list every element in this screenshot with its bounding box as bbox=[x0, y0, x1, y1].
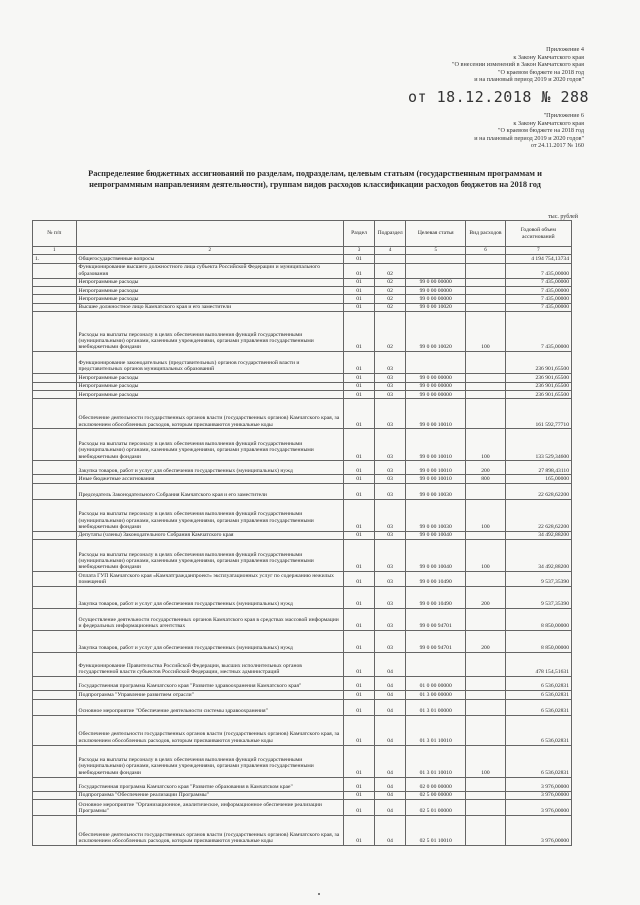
row-amount: 236 901,65500 bbox=[505, 382, 571, 390]
row-section: 01 bbox=[343, 287, 374, 295]
col-header-num: № п/п bbox=[33, 221, 77, 247]
row-subsection: 03 bbox=[375, 429, 406, 461]
row-amount: 34 492,88200 bbox=[505, 531, 571, 539]
amend-line: Приложение 4 bbox=[546, 46, 584, 53]
row-amount: 3 976,00000 bbox=[505, 815, 571, 845]
row-name: Депутаты (члены) Законодательного Собрания Камчатского края bbox=[76, 531, 343, 539]
row-name: Основное мероприятие "Обеспечение деятельности системы здравоохранения" bbox=[76, 699, 343, 715]
table-row bbox=[33, 461, 572, 475]
row-name: Расходы на выплаты персоналу в целях обеспечения выполнения функций государственными (муниципальными) органами, казенными учреждениями, органами управления государственными внебюджетными фондами bbox=[76, 429, 343, 461]
table-row bbox=[33, 255, 572, 263]
row-number bbox=[33, 691, 77, 699]
row-name: Функционирование законодательных (представительных) органов государственной власти и представительных органов муниципальных образований bbox=[76, 352, 343, 374]
row-number bbox=[33, 799, 77, 815]
table-body bbox=[33, 255, 572, 846]
row-name: Непрограммные расходы bbox=[76, 391, 343, 399]
row-target-article: 99 0 00 00000 bbox=[406, 391, 466, 399]
row-amount: 236 901,65500 bbox=[505, 374, 571, 382]
orig-line: от 24.11.2017 № 160 bbox=[530, 142, 584, 150]
row-target-article: 99 0 00 00000 bbox=[406, 374, 466, 382]
table-header-row bbox=[33, 221, 572, 247]
row-subsection: 03 bbox=[375, 572, 406, 587]
orig-line: и на плановый период 2019 и 2020 годов" bbox=[474, 134, 584, 142]
row-expense-type bbox=[466, 715, 505, 745]
row-amount: 22 628,62200 bbox=[505, 499, 571, 531]
row-section: 01 bbox=[343, 745, 374, 777]
row-expense-type bbox=[466, 653, 505, 677]
row-expense-type bbox=[466, 399, 505, 429]
row-name: Функционирование высшего должностного лица субъекта Российской Федерации и муниципального образования bbox=[76, 263, 343, 278]
row-number bbox=[33, 263, 77, 278]
table-row bbox=[33, 587, 572, 609]
row-section: 01 bbox=[343, 587, 374, 609]
row-target-article bbox=[406, 352, 466, 374]
row-name: Функционирование Правительства Российской Федерации, высших исполнительных органов государственной власти субъектов Российской Федерации, местных администраций bbox=[76, 653, 343, 677]
row-subsection: 03 bbox=[375, 374, 406, 382]
row-name: Непрограммные расходы bbox=[76, 382, 343, 390]
row-name: Расходы на выплаты персоналу в целях обеспечения выполнения функций государственными (муниципальными) органами, казенными учреждениями, органами управления государственными внебюджетными фондами bbox=[76, 499, 343, 531]
row-expense-type bbox=[466, 531, 505, 539]
row-amount: 9 537,35390 bbox=[505, 587, 571, 609]
row-expense-type: 100 bbox=[466, 540, 505, 572]
row-section: 01 bbox=[343, 312, 374, 352]
row-target-article: 01 3 01 00000 bbox=[406, 699, 466, 715]
row-subsection: 04 bbox=[375, 715, 406, 745]
table-row bbox=[33, 540, 572, 572]
row-number bbox=[33, 312, 77, 352]
row-subsection: 03 bbox=[375, 540, 406, 572]
row-number bbox=[33, 391, 77, 399]
row-name: Закупка товаров, работ и услуг для обеспечения государственных (муниципальных) нужд bbox=[76, 461, 343, 475]
table-row bbox=[33, 653, 572, 677]
row-subsection: 04 bbox=[375, 691, 406, 699]
row-target-article: 99 0 00 10040 bbox=[406, 531, 466, 539]
table-row bbox=[33, 483, 572, 499]
row-target-article: 99 0 00 94701 bbox=[406, 609, 466, 631]
row-amount: 7 435,00000 bbox=[505, 312, 571, 352]
col-index-7: 7 bbox=[505, 247, 571, 255]
row-name: Обеспечение деятельности государственных органов власти (государственных органов) Камчатского края, за исключением обособленных расходов, которым присваиваются уникальные коды bbox=[76, 399, 343, 429]
row-subsection: 02 bbox=[375, 263, 406, 278]
table-row bbox=[33, 303, 572, 311]
row-expense-type bbox=[466, 352, 505, 374]
row-amount: 3 976,00000 bbox=[505, 791, 571, 799]
row-section: 01 bbox=[343, 475, 374, 483]
row-amount: 3 976,00000 bbox=[505, 777, 571, 791]
row-expense-type bbox=[466, 303, 505, 311]
row-expense-type bbox=[466, 382, 505, 390]
row-name: Оплата ГУП Камчатского края «Камчатгражданпроект» эксплуатационных услуг по содержанию нежилых помещений bbox=[76, 572, 343, 587]
row-name: Непрограммные расходы bbox=[76, 374, 343, 382]
row-section: 01 bbox=[343, 540, 374, 572]
row-subsection: 04 bbox=[375, 677, 406, 691]
row-number bbox=[33, 475, 77, 483]
table-row bbox=[33, 374, 572, 382]
row-subsection: 04 bbox=[375, 699, 406, 715]
row-number bbox=[33, 461, 77, 475]
row-subsection: 03 bbox=[375, 609, 406, 631]
row-name: Непрограммные расходы bbox=[76, 278, 343, 286]
row-section: 01 bbox=[343, 255, 374, 263]
row-amount: 161 592,77710 bbox=[505, 399, 571, 429]
row-target-article: 99 0 00 10020 bbox=[406, 303, 466, 311]
appendix-header-amendment bbox=[324, 46, 584, 84]
table-row bbox=[33, 399, 572, 429]
row-name: Подпрограмма "Обеспечение реализации Программы" bbox=[76, 791, 343, 799]
table-row bbox=[33, 691, 572, 699]
row-amount: 236 901,65500 bbox=[505, 352, 571, 374]
row-section: 01 bbox=[343, 295, 374, 303]
row-section: 01 bbox=[343, 691, 374, 699]
scan-dot bbox=[318, 893, 320, 895]
row-number bbox=[33, 777, 77, 791]
row-subsection: 03 bbox=[375, 499, 406, 531]
row-target-article: 99 0 00 10040 bbox=[406, 540, 466, 572]
row-target-article bbox=[406, 653, 466, 677]
row-target-article: 99 0 00 10010 bbox=[406, 399, 466, 429]
row-expense-type bbox=[466, 295, 505, 303]
amend-line: и на плановый период 2019 и 2020 годов" bbox=[474, 76, 584, 84]
table-row bbox=[33, 531, 572, 539]
row-target-article: 99 0 00 10490 bbox=[406, 587, 466, 609]
row-number bbox=[33, 278, 77, 286]
row-expense-type bbox=[466, 699, 505, 715]
row-subsection: 03 bbox=[375, 399, 406, 429]
row-amount: 6 536,02831 bbox=[505, 699, 571, 715]
row-target-article: 99 0 00 10490 bbox=[406, 572, 466, 587]
row-section: 01 bbox=[343, 699, 374, 715]
row-section: 01 bbox=[343, 461, 374, 475]
row-subsection: 04 bbox=[375, 799, 406, 815]
row-amount: 165,00000 bbox=[505, 475, 571, 483]
row-target-article: 02 0 00 00000 bbox=[406, 777, 466, 791]
row-target-article: 02 5 01 00000 bbox=[406, 799, 466, 815]
row-number bbox=[33, 303, 77, 311]
row-subsection: 02 bbox=[375, 295, 406, 303]
table-row bbox=[33, 777, 572, 791]
row-target-article: 02 5 00 00000 bbox=[406, 791, 466, 799]
table-row bbox=[33, 429, 572, 461]
row-name: Подпрограмма "Управление развитием отрасли" bbox=[76, 691, 343, 699]
col-index-2: 2 bbox=[76, 247, 343, 255]
row-name: Расходы на выплаты персоналу в целях обеспечения выполнения функций государственными (муниципальными) органами, казенными учреждениями, органами управления государственными внебюджетными фондами bbox=[76, 312, 343, 352]
row-subsection: 04 bbox=[375, 777, 406, 791]
table-row bbox=[33, 312, 572, 352]
row-target-article: 01 3 01 10010 bbox=[406, 715, 466, 745]
row-target-article: 99 0 00 10030 bbox=[406, 483, 466, 499]
row-section: 01 bbox=[343, 715, 374, 745]
row-subsection: 03 bbox=[375, 531, 406, 539]
row-name: Расходы на выплаты персоналу в целях обеспечения выполнения функций государственными (муниципальными) органами, казенными учреждениями, органами управления государственными внебюджетными фондами bbox=[76, 540, 343, 572]
row-section: 01 bbox=[343, 429, 374, 461]
row-amount: 6 536,02831 bbox=[505, 745, 571, 777]
row-section: 01 bbox=[343, 815, 374, 845]
row-amount: 27 898,43110 bbox=[505, 461, 571, 475]
row-expense-type: 100 bbox=[466, 312, 505, 352]
row-number bbox=[33, 499, 77, 531]
row-target-article: 01 3 01 10010 bbox=[406, 745, 466, 777]
row-amount: 7 435,00000 bbox=[505, 287, 571, 295]
table-row bbox=[33, 287, 572, 295]
table-row bbox=[33, 791, 572, 799]
row-number bbox=[33, 572, 77, 587]
row-amount: 9 537,35390 bbox=[505, 572, 571, 587]
row-section: 01 bbox=[343, 483, 374, 499]
row-number: 1. bbox=[33, 255, 77, 263]
row-amount: 6 536,02831 bbox=[505, 691, 571, 699]
row-target-article: 99 0 00 10010 bbox=[406, 429, 466, 461]
row-name: Закупка товаров, работ и услуг для обеспечения государственных (муниципальных) нужд bbox=[76, 631, 343, 653]
row-expense-type bbox=[466, 791, 505, 799]
row-amount: 34 492,88200 bbox=[505, 540, 571, 572]
table-row bbox=[33, 799, 572, 815]
row-number bbox=[33, 815, 77, 845]
row-section: 01 bbox=[343, 677, 374, 691]
row-amount: 7 435,00000 bbox=[505, 278, 571, 286]
row-subsection: 03 bbox=[375, 475, 406, 483]
row-amount: 133 529,34600 bbox=[505, 429, 571, 461]
table-row bbox=[33, 677, 572, 691]
row-target-article: 99 0 00 00000 bbox=[406, 295, 466, 303]
row-number bbox=[33, 653, 77, 677]
row-expense-type bbox=[466, 677, 505, 691]
col-index-6: 6 bbox=[466, 247, 505, 255]
table-row bbox=[33, 499, 572, 531]
row-expense-type bbox=[466, 374, 505, 382]
row-subsection: 02 bbox=[375, 303, 406, 311]
row-expense-type bbox=[466, 815, 505, 845]
row-number bbox=[33, 791, 77, 799]
row-target-article: 99 0 00 10010 bbox=[406, 461, 466, 475]
col-index-3: 3 bbox=[343, 247, 374, 255]
row-subsection: 03 bbox=[375, 382, 406, 390]
col-index-1: 1 bbox=[33, 247, 77, 255]
row-expense-type bbox=[466, 255, 505, 263]
row-amount: 8 850,00000 bbox=[505, 631, 571, 653]
row-section: 01 bbox=[343, 791, 374, 799]
row-expense-type: 200 bbox=[466, 461, 505, 475]
row-target-article: 01 0 00 00000 bbox=[406, 677, 466, 691]
row-name: Обеспечение деятельности государственных органов власти (государственных органов) Камчатского края, за исключением обособленных расходов, которым присваиваются уникальные коды bbox=[76, 715, 343, 745]
row-number bbox=[33, 531, 77, 539]
amend-line: "О внесении изменений в Закон Камчатского края bbox=[452, 61, 584, 69]
row-amount: 6 536,02831 bbox=[505, 715, 571, 745]
stamp-text: от 18.12.2018 № 288 bbox=[408, 88, 590, 106]
table-row bbox=[33, 631, 572, 653]
row-expense-type bbox=[466, 483, 505, 499]
row-amount: 4 194 754,13734 bbox=[505, 255, 571, 263]
row-amount: 6 536,02831 bbox=[505, 677, 571, 691]
row-number bbox=[33, 429, 77, 461]
row-section: 01 bbox=[343, 799, 374, 815]
row-section: 01 bbox=[343, 303, 374, 311]
row-number bbox=[33, 677, 77, 691]
row-section: 01 bbox=[343, 352, 374, 374]
row-amount: 478 154,51631 bbox=[505, 653, 571, 677]
row-target-article bbox=[406, 263, 466, 278]
row-number bbox=[33, 352, 77, 374]
row-target-article: 99 0 00 10010 bbox=[406, 475, 466, 483]
row-subsection: 03 bbox=[375, 391, 406, 399]
row-number bbox=[33, 287, 77, 295]
table-row bbox=[33, 609, 572, 631]
row-name: Осуществление деятельности государственных органов Камчатского края в средствах массовой информации и федеральных информационных агентствах bbox=[76, 609, 343, 631]
row-amount: 3 976,00000 bbox=[505, 799, 571, 815]
row-section: 01 bbox=[343, 499, 374, 531]
row-subsection: 04 bbox=[375, 745, 406, 777]
col-header-target-article: Целевая статья bbox=[406, 221, 466, 247]
row-amount: 22 628,62200 bbox=[505, 483, 571, 499]
row-number bbox=[33, 587, 77, 609]
row-target-article: 01 3 00 00000 bbox=[406, 691, 466, 699]
row-expense-type: 200 bbox=[466, 631, 505, 653]
row-target-article: 99 0 00 00000 bbox=[406, 287, 466, 295]
row-section: 01 bbox=[343, 374, 374, 382]
row-number bbox=[33, 374, 77, 382]
row-amount: 7 435,00000 bbox=[505, 303, 571, 311]
row-subsection bbox=[375, 255, 406, 263]
table-row bbox=[33, 295, 572, 303]
row-name: Высшее должностное лицо Камчатского края и его заместители bbox=[76, 303, 343, 311]
row-target-article: 99 0 00 10020 bbox=[406, 312, 466, 352]
row-number bbox=[33, 715, 77, 745]
row-subsection: 02 bbox=[375, 312, 406, 352]
row-expense-type bbox=[466, 609, 505, 631]
registration-stamp bbox=[408, 88, 598, 106]
col-header-name bbox=[76, 221, 343, 247]
amend-line: к Закону Камчатского края bbox=[513, 53, 584, 61]
row-expense-type: 200 bbox=[466, 587, 505, 609]
row-expense-type: 100 bbox=[466, 745, 505, 777]
row-section: 01 bbox=[343, 263, 374, 278]
col-header-annual-amount: Годовой объем ассигнований bbox=[505, 221, 571, 247]
row-name: Закупка товаров, работ и услуг для обеспечения государственных (муниципальных) нужд bbox=[76, 587, 343, 609]
amend-line: "О краевом бюджете на 2018 год bbox=[498, 68, 584, 76]
row-amount: 8 850,00000 bbox=[505, 609, 571, 631]
row-number bbox=[33, 382, 77, 390]
row-subsection: 02 bbox=[375, 287, 406, 295]
row-number bbox=[33, 399, 77, 429]
row-amount: 7 435,00000 bbox=[505, 263, 571, 278]
row-name: Основное мероприятие "Организационное, аналитическое, информационное обеспечение реализации Программы" bbox=[76, 799, 343, 815]
row-section: 01 bbox=[343, 382, 374, 390]
row-number bbox=[33, 631, 77, 653]
table-row bbox=[33, 263, 572, 278]
row-number bbox=[33, 483, 77, 499]
table-row bbox=[33, 572, 572, 587]
table-row bbox=[33, 745, 572, 777]
orig-line: "О краевом бюджете на 2018 год bbox=[498, 127, 584, 135]
row-target-article: 99 0 00 10030 bbox=[406, 499, 466, 531]
row-number bbox=[33, 540, 77, 572]
row-expense-type: 800 bbox=[466, 475, 505, 483]
table-row bbox=[33, 475, 572, 483]
table-row bbox=[33, 278, 572, 286]
row-target-article: 99 0 00 00000 bbox=[406, 382, 466, 390]
table-row bbox=[33, 382, 572, 390]
row-expense-type bbox=[466, 572, 505, 587]
row-subsection: 04 bbox=[375, 815, 406, 845]
col-index-4: 4 bbox=[375, 247, 406, 255]
row-section: 01 bbox=[343, 399, 374, 429]
table-index-row bbox=[33, 247, 572, 255]
row-subsection: 03 bbox=[375, 352, 406, 374]
row-section: 01 bbox=[343, 609, 374, 631]
row-number bbox=[33, 699, 77, 715]
budget-table bbox=[32, 220, 572, 846]
row-target-article: 02 5 01 10010 bbox=[406, 815, 466, 845]
row-expense-type bbox=[466, 391, 505, 399]
col-header-section: Раздел bbox=[343, 221, 374, 247]
row-section: 01 bbox=[343, 391, 374, 399]
row-target-article: 99 0 00 00000 bbox=[406, 278, 466, 286]
row-target-article: 99 0 00 94701 bbox=[406, 631, 466, 653]
row-expense-type bbox=[466, 691, 505, 699]
row-subsection: 02 bbox=[375, 278, 406, 286]
row-name: Государственная программа Камчатского края "Развитие образования в Камчатском крае" bbox=[76, 777, 343, 791]
row-section: 01 bbox=[343, 653, 374, 677]
row-expense-type: 100 bbox=[466, 429, 505, 461]
row-name: Расходы на выплаты персоналу в целях обеспечения выполнения функций государственными (муниципальными) органами, казенными учреждениями, органами управления государственными внебюджетными фондами bbox=[76, 745, 343, 777]
row-section: 01 bbox=[343, 777, 374, 791]
row-subsection: 04 bbox=[375, 791, 406, 799]
row-subsection: 03 bbox=[375, 483, 406, 499]
row-target-article bbox=[406, 255, 466, 263]
orig-line: к Закону Камчатского края bbox=[513, 119, 584, 127]
row-name: Председатель Законодательного Собрания Камчатского края и его заместители bbox=[76, 483, 343, 499]
row-number bbox=[33, 295, 77, 303]
row-expense-type bbox=[466, 287, 505, 295]
row-expense-type bbox=[466, 777, 505, 791]
row-name: Обеспечение деятельности государственных органов власти (государственных органов) Камчатского края, за исключением обособленных расходов, которым присваиваются уникальные коды bbox=[76, 815, 343, 845]
row-subsection: 04 bbox=[375, 653, 406, 677]
col-header-expense-type: Вид расходов bbox=[466, 221, 505, 247]
row-subsection: 03 bbox=[375, 631, 406, 653]
table-row bbox=[33, 391, 572, 399]
row-name: Общегосударственные вопросы bbox=[76, 255, 343, 263]
row-section: 01 bbox=[343, 572, 374, 587]
row-subsection: 03 bbox=[375, 461, 406, 475]
row-expense-type bbox=[466, 263, 505, 278]
row-expense-type bbox=[466, 278, 505, 286]
document-title: Распределение бюджетных ассигнований по разделам, подразделам, целевым статьям (государственным программам и непрограммным направлениям деятельности), группам видов расходов классификации расходов бюджетов на 2018 год bbox=[88, 169, 542, 189]
row-expense-type bbox=[466, 799, 505, 815]
row-subsection: 03 bbox=[375, 587, 406, 609]
row-section: 01 bbox=[343, 531, 374, 539]
appendix-header-original bbox=[324, 112, 584, 150]
orig-line: "Приложение 6 bbox=[543, 112, 584, 119]
col-index-5: 5 bbox=[406, 247, 466, 255]
row-amount: 7 435,00000 bbox=[505, 295, 571, 303]
table-row bbox=[33, 699, 572, 715]
table-row bbox=[33, 352, 572, 374]
row-section: 01 bbox=[343, 631, 374, 653]
row-section: 01 bbox=[343, 278, 374, 286]
row-number bbox=[33, 609, 77, 631]
table-row bbox=[33, 715, 572, 745]
col-header-subsection: Подраздел bbox=[375, 221, 406, 247]
row-name: Непрограммные расходы bbox=[76, 287, 343, 295]
unit-label: тыс. рублей bbox=[548, 214, 578, 220]
table-row bbox=[33, 815, 572, 845]
row-amount: 236 901,65500 bbox=[505, 391, 571, 399]
row-name: Иные бюджетные ассигнования bbox=[76, 475, 343, 483]
row-name: Непрограммные расходы bbox=[76, 295, 343, 303]
row-expense-type: 100 bbox=[466, 499, 505, 531]
row-number bbox=[33, 745, 77, 777]
row-name: Государственная программа Камчатского края "Развитие здравоохранения Камчатского края" bbox=[76, 677, 343, 691]
